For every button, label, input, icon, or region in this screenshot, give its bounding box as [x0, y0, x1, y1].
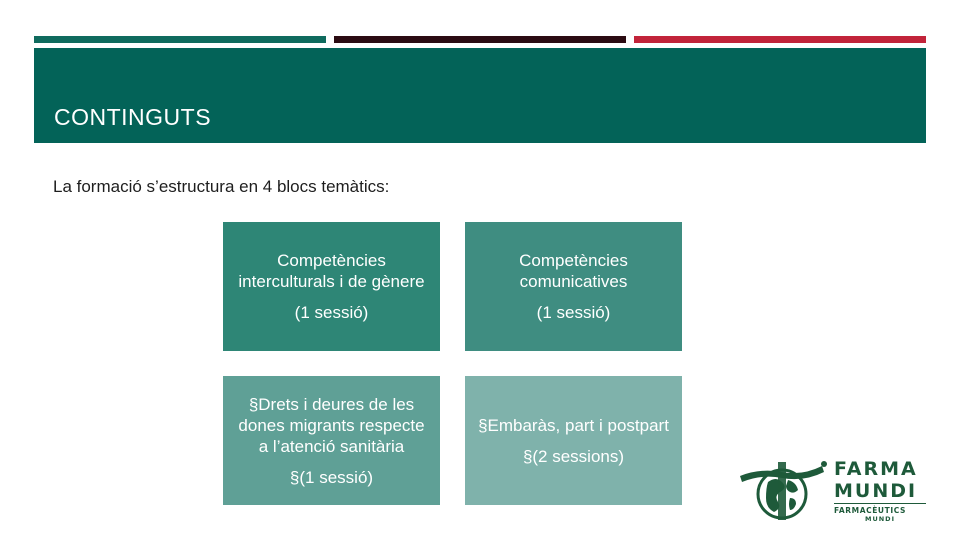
logo-line-mundi-small: MUNDI: [864, 515, 895, 523]
globe-cross-icon: [738, 458, 830, 524]
logo-wordmark: [834, 458, 926, 523]
logo-line-farma: FARMA: [834, 458, 918, 480]
block-title: §Embaràs, part i postpart: [478, 415, 669, 435]
block-detail: (1 sessió): [294, 303, 369, 322]
block-pregnancy: [465, 376, 682, 505]
block-communication: [465, 222, 682, 351]
block-title: Competències interculturals i de gènere: [238, 251, 425, 291]
block-detail: §(1 sessió): [289, 467, 374, 487]
accent-bar-red: [634, 36, 926, 43]
accent-bar-dark: [334, 36, 626, 43]
intro-text: La formació s’estructura en 4 blocs temàtics:: [53, 177, 390, 196]
block-detail: §(2 sessions): [522, 446, 625, 466]
block-intercultural: [223, 222, 440, 351]
block-detail: (1 sessió): [536, 303, 611, 322]
logo-line-farmaceutics: FARMACÈUTICS: [834, 503, 926, 515]
title-banner: [34, 48, 926, 143]
accent-bar-teal: [34, 36, 326, 43]
block-title: §Drets i deures de les dones migrants respecte a l’atenció sanitària: [238, 394, 425, 456]
block-title: Competències comunicatives: [519, 251, 628, 291]
block-rights: [223, 376, 440, 505]
farmamundi-logo: [738, 458, 928, 524]
slide-title: CONTINGUTS: [54, 104, 212, 130]
logo-line-mundi: MUNDI: [834, 480, 918, 502]
